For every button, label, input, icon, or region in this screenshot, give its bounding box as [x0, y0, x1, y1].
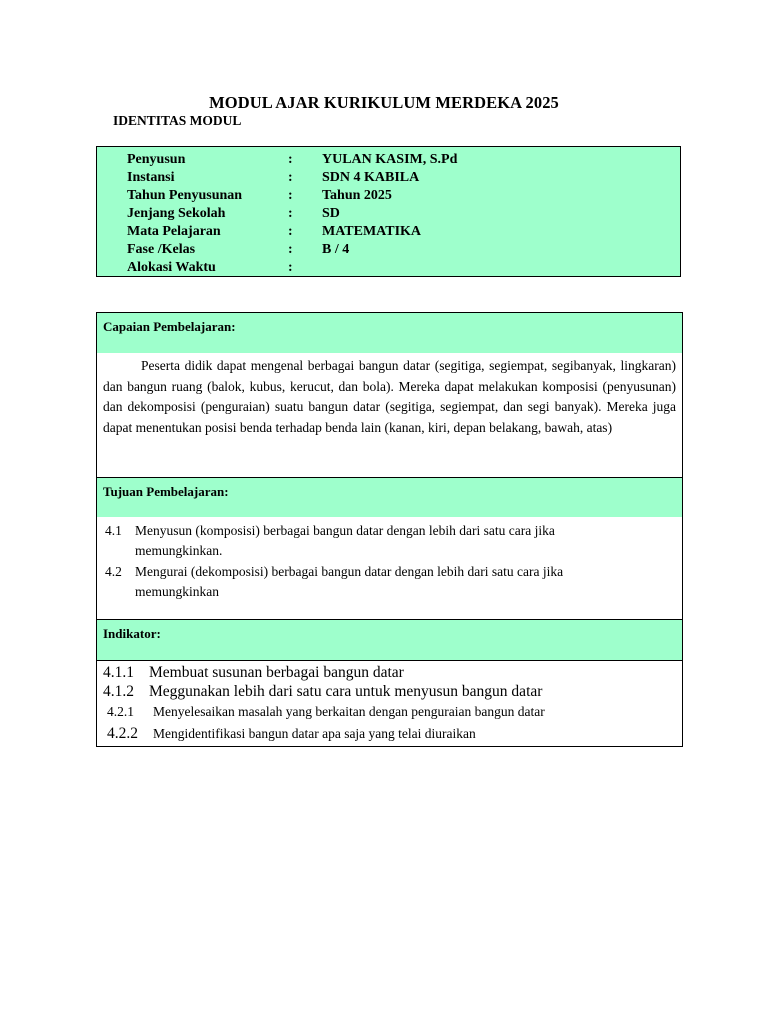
identity-label: Fase /Kelas — [127, 242, 196, 257]
identity-value: B / 4 — [322, 242, 350, 257]
learning-content-table — [96, 312, 683, 747]
identity-colon: : — [288, 242, 293, 257]
identity-label: Alokasi Waktu — [127, 260, 216, 275]
identity-row-alokasi — [97, 259, 680, 277]
indikator-item-number: 4.2.1 — [107, 704, 134, 719]
row-divider — [97, 660, 682, 661]
identity-row-jenjang — [97, 205, 680, 223]
identity-label: Penyusun — [127, 152, 186, 167]
indikator-item-number: 4.2.2 — [107, 725, 138, 742]
identity-colon: : — [288, 188, 293, 203]
identity-value: YULAN KASIM, S.Pd — [322, 152, 458, 167]
identity-row-mapel — [97, 223, 680, 241]
identity-colon: : — [288, 206, 293, 221]
identity-value: MATEMATIKA — [322, 224, 422, 239]
tujuan-heading: Tujuan Pembelajaran: — [97, 478, 682, 517]
tujuan-item-text: Menyusun (komposisi) berbagai bangun datar dengan lebih dari satu cara jika memungkinkan. — [135, 523, 555, 558]
identity-row-instansi — [97, 169, 680, 187]
identity-colon: : — [288, 224, 293, 239]
identity-value: SDN 4 KABILA — [322, 170, 420, 185]
indikator-item-number: 4.1.2 — [103, 683, 134, 700]
tujuan-item-text: Mengurai (dekomposisi) berbagai bangun datar dengan lebih dari satu cara jika memungkinkan — [135, 564, 564, 599]
capaian-text: Peserta didik dapat mengenal berbagai bangun datar (segitiga, segiempat, segibanyak, lingkaran) dan bangun ruang (balok, kubus, kerucut, dan bola). Mereka dapat melakukan komposisi (penyusunan) dan dekomposisi (penguraian) suatu bangun datar (segitiga, segiempat, dan segi banyak). Mereka juga dapat menentukan posisi benda terhadap benda lain (kanan, kiri, depan belakang, bawah, atas) — [103, 358, 676, 436]
identity-label: Tahun Penyusunan — [127, 188, 243, 203]
capaian-heading: Capaian Pembelajaran: — [97, 313, 682, 353]
identity-row-penyusun — [97, 151, 680, 169]
identity-value: Tahun 2025 — [322, 188, 392, 203]
identity-label: Jenjang Sekolah — [127, 206, 226, 221]
indikator-item-text: Menyelesaikan masalah yang berkaitan dengan penguraian bangun datar — [153, 704, 545, 719]
tujuan-item-number: 4.2 — [105, 564, 122, 579]
indikator-item-text: Meggunakan lebih dari satu cara untuk menyusun bangun datar — [149, 683, 543, 700]
indikator-item-text: Membuat susunan berbagai bangun datar — [149, 664, 404, 681]
page-title: MODUL AJAR KURIKULUM MERDEKA 2025 — [209, 93, 559, 112]
identity-colon: : — [288, 152, 293, 167]
identity-table — [96, 146, 681, 277]
indikator-heading: Indikator: — [97, 620, 682, 660]
identity-label: Mata Pelajaran — [127, 224, 221, 239]
identity-label: Instansi — [127, 170, 175, 185]
identity-row-fase — [97, 241, 680, 259]
indikator-item-text: Mengidentifikasi bangun datar apa saja yang telai diuraikan — [153, 726, 476, 741]
identity-colon: : — [288, 170, 293, 185]
section-subtitle: IDENTITAS MODUL — [113, 113, 242, 128]
indikator-item-number: 4.1.1 — [103, 664, 134, 681]
identity-value: SD — [322, 206, 340, 221]
tujuan-item-number: 4.1 — [105, 523, 122, 538]
identity-colon: : — [288, 260, 293, 275]
identity-row-tahun — [97, 187, 680, 205]
